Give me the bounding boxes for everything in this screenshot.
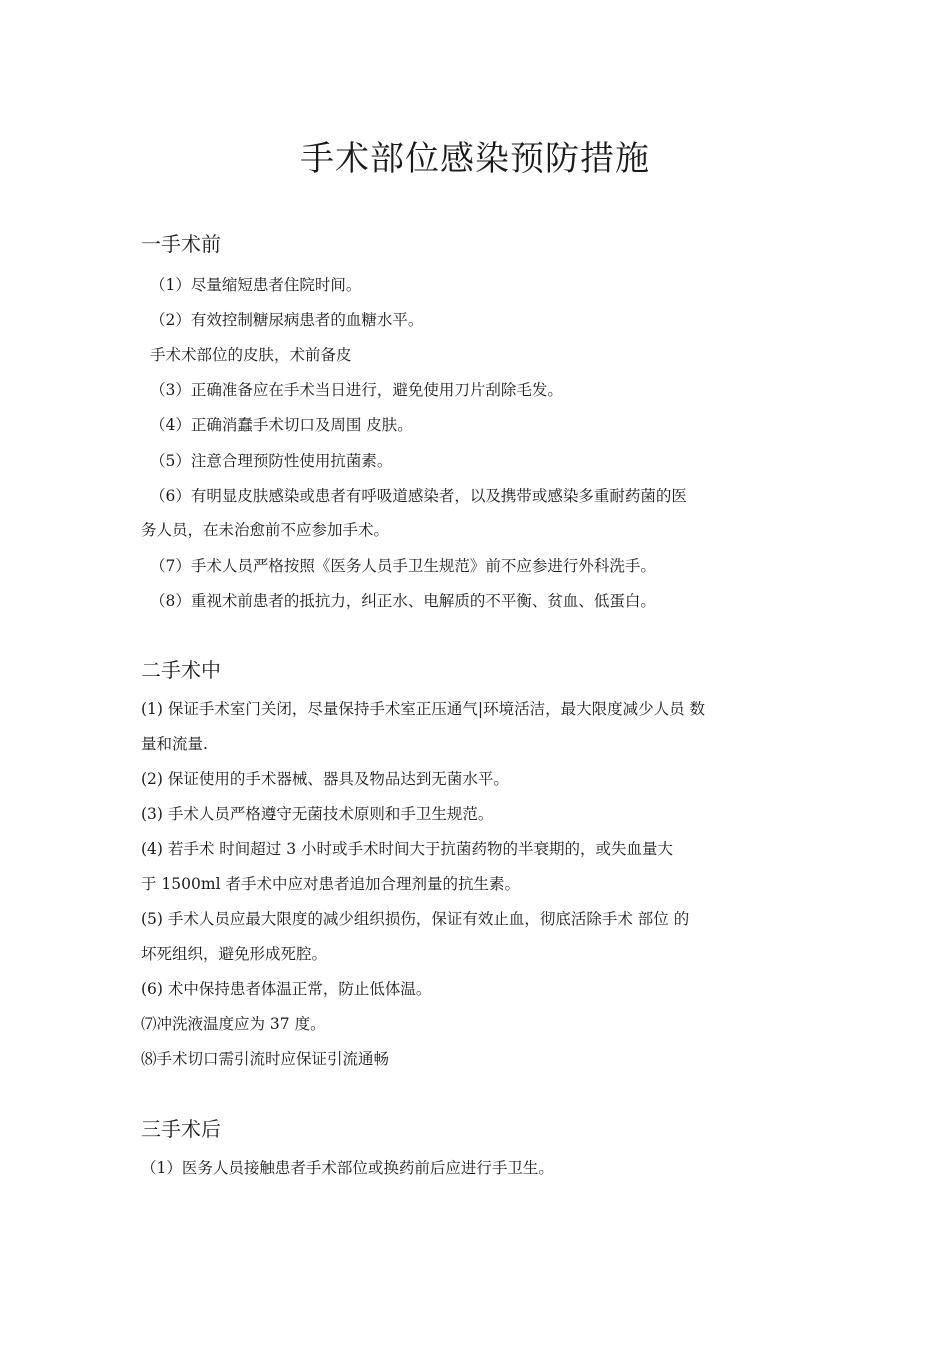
preop-line-4: （3）正确准备应在手术当日进行，避免使用刀片刮除毛发。 (150, 381, 563, 399)
intraop-line-11: ⑻手术切口需引流时应保证引流通畅 (141, 1050, 390, 1068)
intraop-line-8: 坏死组织，避免形成死腔。 (141, 945, 328, 963)
preop-line-6: （5）注意合理预防性使用抗菌素。 (150, 452, 393, 470)
section-heading-postop: 三手术后 (141, 1117, 221, 1141)
preop-line-3: 手术术部位的皮肤，术前备皮 (150, 346, 352, 364)
intraop-line-6: 于 1500ml 者手术中应对患者追加合理剂量的抗生素。 (141, 875, 520, 893)
preop-line-7: （6）有明显皮肤感染或患者有呼吸道感染者，以及携带或感染多重耐药菌的医 (150, 487, 687, 505)
intraop-line-9: (6) 术中保持患者体温正常，防止低体温。 (141, 980, 432, 998)
preop-line-2: （2）有效控制糖尿病患者的血糖水平。 (150, 311, 424, 329)
intraop-line-10: ⑺冲洗液温度应为 37 度。 (141, 1015, 326, 1033)
section-heading-intraop: 二手术中 (141, 658, 221, 682)
section-heading-preop: 一手术前 (141, 232, 221, 256)
preop-line-1: （1）尽量缩短患者住院时间。 (150, 276, 362, 294)
document-title: 手术部位感染预防措施 (300, 139, 650, 179)
intraop-line-3: (2) 保证使用的手术器械、器具及物品达到无菌水平。 (141, 770, 509, 788)
postop-line-1: （1）医务人员接触患者手术部位或换药前后应进行手卫生。 (141, 1159, 554, 1177)
intraop-line-1: (1) 保证手术室门关闭，尽量保持手术室正压通气|环境活洁，最大限度减少人员 数 (141, 700, 706, 718)
preop-line-10: （8）重视术前患者的抵抗力，纠正水、电解质的不平衡、贫血、低蛋白。 (150, 592, 656, 610)
preop-line-9: （7）手术人员严格按照《医务人员手卫生规范》前不应参进行外科洗手。 (150, 557, 656, 575)
preop-line-5: （4）正确消蠢手术切口及周围 皮肤。 (150, 416, 413, 434)
preop-line-8: 务人员，在未治愈前不应参加手术。 (141, 521, 390, 539)
intraop-line-5: (4) 若手术 时间超过 3 小时或手术时间大于抗菌药物的半衰期的，或失血量大 (141, 840, 674, 858)
intraop-line-7: (5) 手术人员应最大限度的减少组织损伤，保证有效止血，彻底活除手术 部位 的 (141, 910, 690, 928)
intraop-line-2: 量和流量. (141, 735, 208, 753)
intraop-line-4: (3) 手术人员严格遵守无菌技术原则和手卫生规范。 (141, 805, 494, 823)
